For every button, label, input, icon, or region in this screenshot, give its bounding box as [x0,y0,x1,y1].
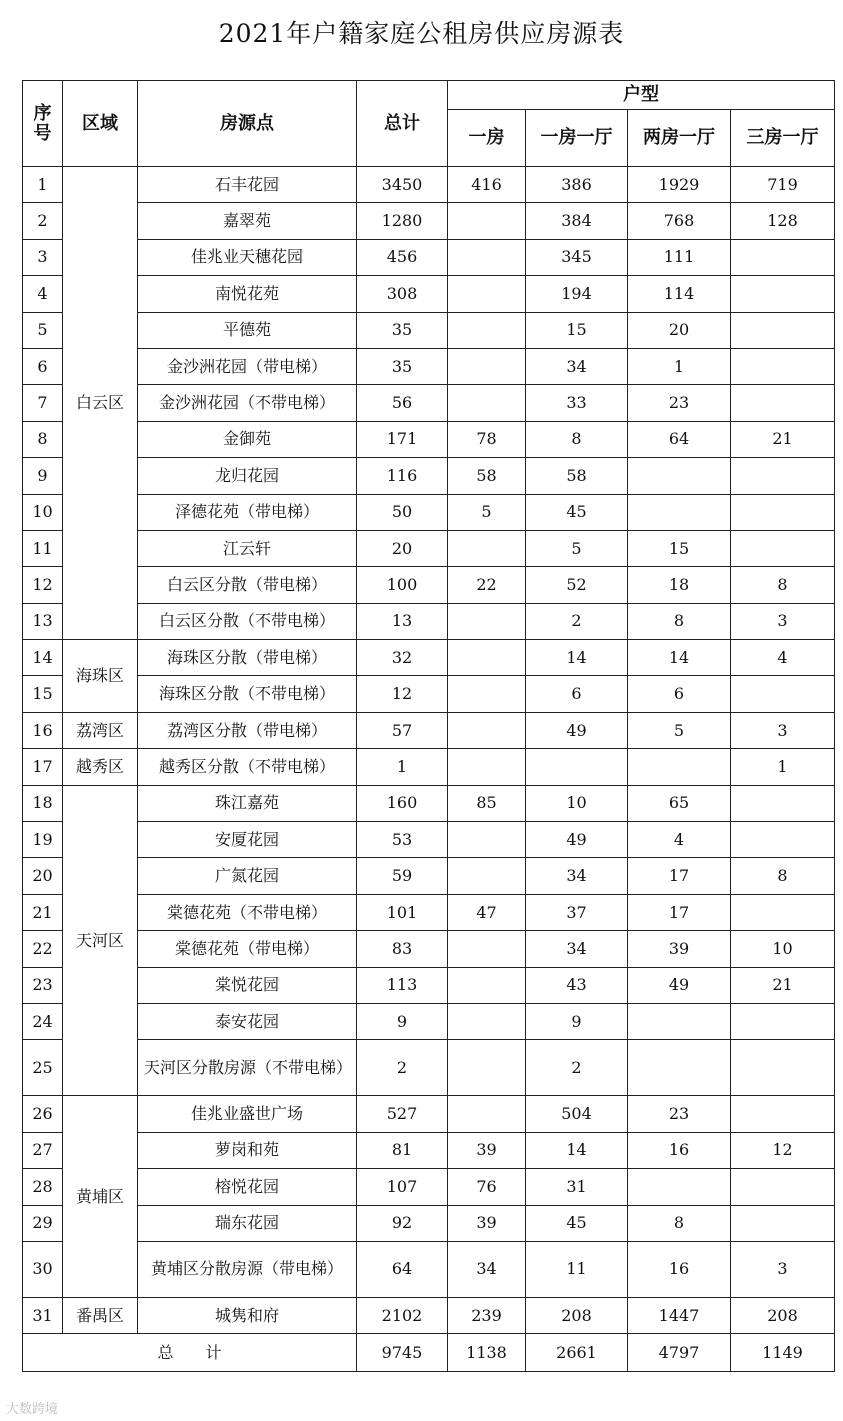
type1-cell [448,530,526,566]
seq-cell: 15 [23,676,63,712]
table-row [23,967,835,1003]
table-row [23,203,835,239]
seq-cell: 26 [23,1096,63,1132]
table-row [23,603,835,639]
type3-cell: 49 [628,967,731,1003]
grand-total-cell: 9745 [357,1334,448,1372]
type1-cell: 416 [448,167,526,203]
type3-cell [628,1040,731,1096]
type3-cell: 18 [628,567,731,603]
type3-cell: 111 [628,239,731,275]
seq-cell: 2 [23,203,63,239]
type4-cell: 3 [731,712,835,748]
site-cell: 南悦花苑 [138,276,357,312]
type1-cell: 39 [448,1132,526,1168]
district-cell-tianhe: 天河区 [63,785,138,1096]
total-cell: 113 [357,967,448,1003]
type4-cell: 4 [731,640,835,676]
total-cell: 64 [357,1241,448,1297]
site-cell: 佳兆业天穗花园 [138,239,357,275]
total-cell: 3450 [357,167,448,203]
total-cell: 2 [357,1040,448,1096]
table-row [23,785,835,821]
seq-cell: 8 [23,421,63,457]
seq-cell: 23 [23,967,63,1003]
type4-cell [731,312,835,348]
site-cell: 嘉翠苑 [138,203,357,239]
type1-cell: 22 [448,567,526,603]
type2-cell: 14 [526,640,628,676]
total-cell: 1 [357,749,448,785]
site-cell: 荔湾区分散（带电梯） [138,712,357,748]
site-cell: 金御苑 [138,421,357,457]
type4-cell [731,348,835,384]
header-seq-line1: 序 [33,102,52,124]
seq-cell: 3 [23,239,63,275]
seq-cell: 31 [23,1297,63,1333]
type4-cell [731,530,835,566]
type4-cell [731,239,835,275]
seq-cell: 13 [23,603,63,639]
type1-cell [448,931,526,967]
type4-cell: 208 [731,1297,835,1333]
table-row [23,1297,835,1333]
table-row [23,1096,835,1132]
type1-cell [448,276,526,312]
type2-cell: 10 [526,785,628,821]
site-cell: 越秀区分散（不带电梯） [138,749,357,785]
type3-cell: 8 [628,1205,731,1241]
table-row [23,1169,835,1205]
type1-cell [448,203,526,239]
site-cell: 金沙洲花园（不带电梯） [138,385,357,421]
header-seq-line2: 号 [33,122,52,144]
type2-cell: 34 [526,858,628,894]
total-cell: 35 [357,348,448,384]
total-cell: 20 [357,530,448,566]
type2-cell: 31 [526,1169,628,1205]
header-type-2: 一房一厅 [526,110,628,167]
site-cell: 泽德花苑（带电梯） [138,494,357,530]
table-row [23,276,835,312]
type2-cell: 15 [526,312,628,348]
seq-cell: 17 [23,749,63,785]
type4-cell: 719 [731,167,835,203]
type2-cell: 52 [526,567,628,603]
type3-cell: 39 [628,931,731,967]
total-cell: 56 [357,385,448,421]
table-row [23,712,835,748]
district-cell-huangpu: 黄埔区 [63,1096,138,1298]
type4-cell [731,1169,835,1205]
type3-cell [628,1003,731,1039]
table-row [23,1132,835,1168]
type3-cell [628,749,731,785]
type3-cell: 20 [628,312,731,348]
seq-cell: 5 [23,312,63,348]
type2-cell: 2 [526,1040,628,1096]
type1-cell [448,858,526,894]
total-cell: 171 [357,421,448,457]
type3-cell: 5 [628,712,731,748]
seq-cell: 7 [23,385,63,421]
total-type1-cell: 1138 [448,1334,526,1372]
type4-cell [731,676,835,712]
site-cell: 泰安花园 [138,1003,357,1039]
type2-cell: 208 [526,1297,628,1333]
total-cell: 32 [357,640,448,676]
seq-cell: 4 [23,276,63,312]
type1-cell: 239 [448,1297,526,1333]
table-row [23,167,835,203]
table-row [23,458,835,494]
type4-cell [731,894,835,930]
type4-cell [731,1096,835,1132]
type3-cell: 768 [628,203,731,239]
site-cell: 城隽和府 [138,1297,357,1333]
type1-cell [448,1096,526,1132]
seq-cell: 12 [23,567,63,603]
total-type2-cell: 2661 [526,1334,628,1372]
site-cell: 平德苑 [138,312,357,348]
type2-cell: 6 [526,676,628,712]
page-title: 2021年户籍家庭公租房供应房源表 [218,19,625,48]
seq-cell: 20 [23,858,63,894]
type4-cell [731,385,835,421]
seq-cell: 24 [23,1003,63,1039]
total-cell: 308 [357,276,448,312]
total-cell: 116 [357,458,448,494]
type2-cell: 49 [526,822,628,858]
type1-cell [448,822,526,858]
total-cell: 81 [357,1132,448,1168]
type2-cell: 504 [526,1096,628,1132]
type1-cell [448,749,526,785]
type4-cell [731,276,835,312]
type4-cell [731,1205,835,1241]
type4-cell: 8 [731,858,835,894]
total-cell: 57 [357,712,448,748]
seq-cell: 18 [23,785,63,821]
type2-cell: 345 [526,239,628,275]
type4-cell: 1 [731,749,835,785]
table-row [23,1241,835,1297]
type1-cell: 58 [448,458,526,494]
table-row [23,858,835,894]
housing-supply-table [22,80,835,1372]
total-type3-cell: 4797 [628,1334,731,1372]
type2-cell: 384 [526,203,628,239]
total-type4-cell: 1149 [731,1334,835,1372]
district-cell-yuexiu: 越秀区 [63,749,138,785]
seq-cell: 11 [23,530,63,566]
type2-cell: 11 [526,1241,628,1297]
table-row [23,567,835,603]
site-cell: 安厦花园 [138,822,357,858]
total-cell: 50 [357,494,448,530]
total-cell: 59 [357,858,448,894]
table-row [23,494,835,530]
type2-cell: 2 [526,603,628,639]
type3-cell: 64 [628,421,731,457]
type2-cell: 34 [526,348,628,384]
site-cell: 白云区分散（带电梯） [138,567,357,603]
type1-cell: 78 [448,421,526,457]
type4-cell [731,822,835,858]
type1-cell [448,1003,526,1039]
header-type-1: 一房 [448,110,526,167]
type1-cell [448,312,526,348]
type4-cell [731,785,835,821]
table-row [23,749,835,785]
table-row [23,385,835,421]
site-cell: 海珠区分散（带电梯） [138,640,357,676]
total-cell: 456 [357,239,448,275]
seq-cell: 22 [23,931,63,967]
total-cell: 12 [357,676,448,712]
type3-cell: 1447 [628,1297,731,1333]
type3-cell: 1 [628,348,731,384]
type3-cell: 17 [628,894,731,930]
header-unit-type: 户型 [448,81,835,110]
type2-cell: 14 [526,1132,628,1168]
type1-cell: 85 [448,785,526,821]
site-cell: 江云轩 [138,530,357,566]
table-row [23,530,835,566]
type1-cell: 76 [448,1169,526,1205]
type4-cell: 3 [731,603,835,639]
seq-cell: 6 [23,348,63,384]
type3-cell: 14 [628,640,731,676]
type3-cell: 1929 [628,167,731,203]
type2-cell: 43 [526,967,628,1003]
type3-cell: 16 [628,1132,731,1168]
table-row [23,239,835,275]
type1-cell [448,967,526,1003]
total-cell: 527 [357,1096,448,1132]
seq-cell: 28 [23,1169,63,1205]
site-cell: 天河区分散房源（不带电梯） [138,1040,357,1096]
table-row [23,1205,835,1241]
type2-cell: 5 [526,530,628,566]
type4-cell [731,1040,835,1096]
table-row [23,421,835,457]
header-type-3: 两房一厅 [628,110,731,167]
table-row [23,676,835,712]
total-cell: 92 [357,1205,448,1241]
site-cell: 海珠区分散（不带电梯） [138,676,357,712]
site-cell: 棠悦花园 [138,967,357,1003]
total-cell: 160 [357,785,448,821]
seq-cell: 27 [23,1132,63,1168]
type3-cell: 4 [628,822,731,858]
type2-cell: 9 [526,1003,628,1039]
total-cell: 107 [357,1169,448,1205]
seq-cell: 14 [23,640,63,676]
type1-cell [448,385,526,421]
type4-cell: 21 [731,967,835,1003]
seq-cell: 1 [23,167,63,203]
seq-cell: 9 [23,458,63,494]
total-cell: 83 [357,931,448,967]
type2-cell: 37 [526,894,628,930]
total-cell: 100 [357,567,448,603]
type1-cell [448,348,526,384]
type3-cell: 8 [628,603,731,639]
table-row [23,348,835,384]
type3-cell: 114 [628,276,731,312]
type4-cell [731,1003,835,1039]
type1-cell [448,712,526,748]
site-cell: 石丰花园 [138,167,357,203]
district-cell-liwan: 荔湾区 [63,712,138,748]
total-cell: 2102 [357,1297,448,1333]
site-cell: 广氮花园 [138,858,357,894]
type3-cell: 15 [628,530,731,566]
header-seq [23,81,63,167]
site-cell: 金沙洲花园（带电梯） [138,348,357,384]
district-cell-haizhu: 海珠区 [63,640,138,713]
seq-cell: 19 [23,822,63,858]
type2-cell [526,749,628,785]
type4-cell [731,494,835,530]
type2-cell: 45 [526,494,628,530]
type1-cell: 39 [448,1205,526,1241]
type3-cell: 23 [628,1096,731,1132]
table-row [23,931,835,967]
total-cell: 101 [357,894,448,930]
site-cell: 龙归花园 [138,458,357,494]
seq-cell: 30 [23,1241,63,1297]
type4-cell [731,458,835,494]
type2-cell: 58 [526,458,628,494]
total-cell: 53 [357,822,448,858]
watermark-label: 大数跨境 [6,1402,59,1417]
district-cell-baiyun: 白云区 [63,167,138,640]
total-cell: 9 [357,1003,448,1039]
type4-cell: 21 [731,421,835,457]
seq-cell: 29 [23,1205,63,1241]
table-row [23,1040,835,1096]
site-cell: 白云区分散（不带电梯） [138,603,357,639]
site-cell: 棠德花苑（带电梯） [138,931,357,967]
seq-cell: 25 [23,1040,63,1096]
type3-cell: 16 [628,1241,731,1297]
site-cell: 佳兆业盛世广场 [138,1096,357,1132]
site-cell: 棠德花苑（不带电梯） [138,894,357,930]
header-total: 总计 [357,81,448,167]
seq-cell: 16 [23,712,63,748]
type3-cell: 17 [628,858,731,894]
type2-cell: 33 [526,385,628,421]
type2-cell: 194 [526,276,628,312]
total-cell: 13 [357,603,448,639]
type3-cell: 65 [628,785,731,821]
table-row [23,312,835,348]
type2-cell: 45 [526,1205,628,1241]
type4-cell: 12 [731,1132,835,1168]
type1-cell [448,640,526,676]
type1-cell [448,239,526,275]
type1-cell: 5 [448,494,526,530]
type4-cell: 3 [731,1241,835,1297]
type2-cell: 34 [526,931,628,967]
type2-cell: 386 [526,167,628,203]
table-row [23,1003,835,1039]
total-label: 总 计 [23,1334,357,1372]
seq-cell: 10 [23,494,63,530]
seq-cell: 21 [23,894,63,930]
total-row [23,1334,835,1372]
type2-cell: 49 [526,712,628,748]
site-cell: 黄埔区分散房源（带电梯） [138,1241,357,1297]
district-cell-panyu: 番禺区 [63,1297,138,1333]
type1-cell [448,676,526,712]
type4-cell: 128 [731,203,835,239]
site-cell: 榕悦花园 [138,1169,357,1205]
type3-cell [628,458,731,494]
type1-cell [448,603,526,639]
table-row [23,894,835,930]
header-site: 房源点 [138,81,357,167]
type2-cell: 8 [526,421,628,457]
type1-cell [448,1040,526,1096]
type4-cell: 8 [731,567,835,603]
type3-cell: 23 [628,385,731,421]
type3-cell: 6 [628,676,731,712]
type4-cell: 10 [731,931,835,967]
header-type-4: 三房一厅 [731,110,835,167]
total-cell: 35 [357,312,448,348]
type3-cell [628,1169,731,1205]
header-district: 区域 [63,81,138,167]
table-row [23,640,835,676]
type3-cell [628,494,731,530]
type1-cell: 34 [448,1241,526,1297]
table-row [23,822,835,858]
site-cell: 珠江嘉苑 [138,785,357,821]
site-cell: 瑞东花园 [138,1205,357,1241]
type1-cell: 47 [448,894,526,930]
site-cell: 萝岗和苑 [138,1132,357,1168]
total-cell: 1280 [357,203,448,239]
